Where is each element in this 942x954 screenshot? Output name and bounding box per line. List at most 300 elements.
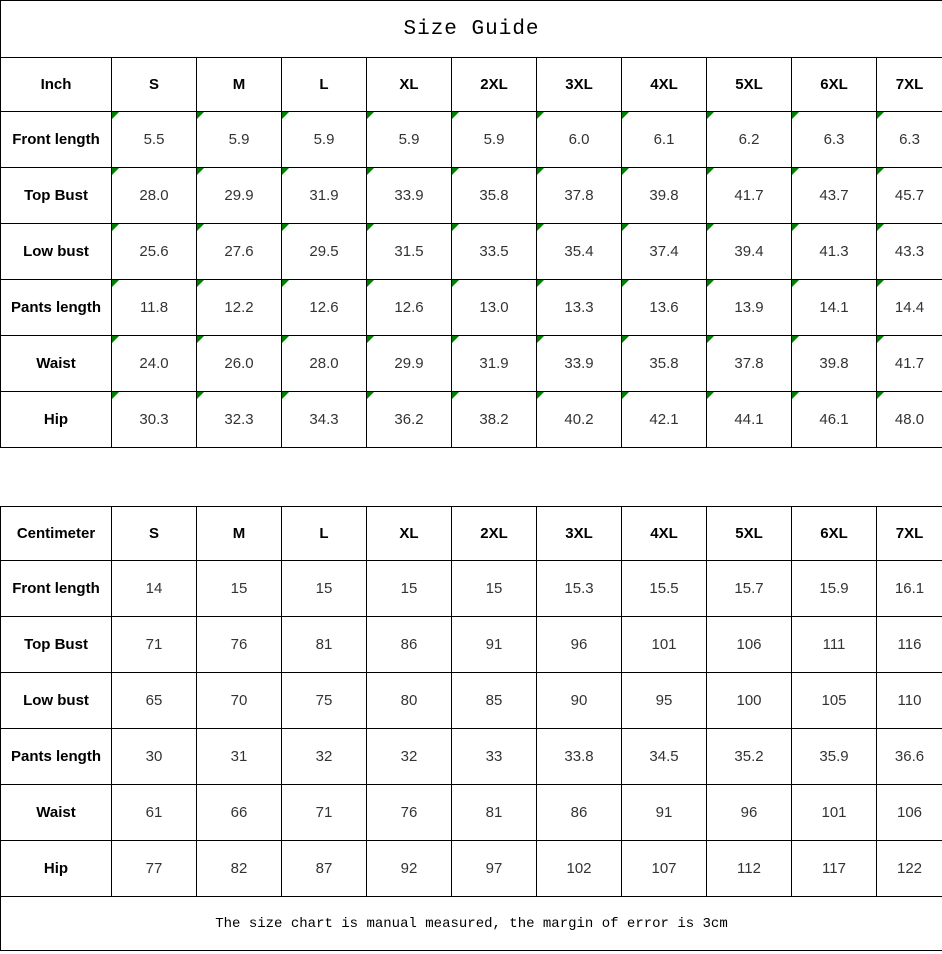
cell-value: 30 [145, 748, 163, 765]
cell-value: 16.1 [894, 580, 925, 597]
value-cell [537, 392, 622, 448]
cell-value: 25.6 [139, 243, 169, 260]
green-corner-marker-icon [622, 336, 629, 343]
value-cell [792, 336, 877, 392]
green-corner-marker-icon [707, 392, 714, 399]
row-label-cell: Waist [1, 785, 112, 841]
cell-value: 32.3 [224, 411, 254, 428]
unit-header-cell: Centimeter [1, 507, 112, 561]
cell-value: 44.1 [734, 411, 764, 428]
value-cell [792, 617, 877, 673]
green-corner-marker-icon [282, 336, 289, 343]
cell-value: 75 [315, 692, 333, 709]
green-corner-marker-icon [282, 112, 289, 119]
cell-value: 76 [400, 804, 418, 821]
value-cell [112, 673, 197, 729]
cell-value: 122 [896, 860, 923, 877]
size-header-cell: 7XL [877, 58, 942, 112]
footer-note: The size chart is manual measured, the margin of error is 3cm [1, 897, 942, 951]
cell-value: 91 [485, 636, 503, 653]
cell-value: 41.7 [734, 187, 764, 204]
cell-value: 41.3 [819, 243, 849, 260]
value-cell [537, 729, 622, 785]
value-cell [112, 336, 197, 392]
cell-value: 86 [570, 804, 588, 821]
value-cell [367, 168, 452, 224]
green-corner-marker-icon [792, 336, 799, 343]
cell-value: 26.0 [224, 355, 254, 372]
cell-value: 5.9 [483, 131, 505, 148]
value-cell [707, 280, 792, 336]
green-corner-marker-icon [197, 224, 204, 231]
green-corner-marker-icon [792, 280, 799, 287]
value-cell [282, 841, 367, 897]
cell-value: 35.2 [734, 748, 764, 765]
cell-value: 110 [897, 692, 922, 709]
value-cell [367, 112, 452, 168]
size-header-cell: 3XL [537, 58, 622, 112]
value-cell [537, 785, 622, 841]
value-cell [877, 785, 942, 841]
cell-value: 13.0 [479, 299, 509, 316]
value-cell [367, 224, 452, 280]
value-cell [622, 112, 707, 168]
value-cell [792, 224, 877, 280]
unit-header-cell: Inch [1, 58, 112, 112]
cell-value: 101 [821, 804, 847, 821]
value-cell [877, 392, 942, 448]
inch-header-row [1, 58, 942, 112]
value-cell [367, 729, 452, 785]
table-gap-spacer [0, 448, 942, 506]
value-cell [112, 785, 197, 841]
cell-value: 35.9 [819, 748, 849, 765]
cell-value: 31 [230, 748, 248, 765]
green-corner-marker-icon [282, 224, 289, 231]
value-cell [792, 841, 877, 897]
value-cell [112, 112, 197, 168]
cell-value: 15.5 [649, 580, 679, 597]
green-corner-marker-icon [877, 392, 884, 399]
value-cell [707, 168, 792, 224]
value-cell [537, 841, 622, 897]
row-label-cell: Pants length [1, 729, 112, 785]
cell-value: 6.0 [568, 131, 590, 148]
cell-value: 13.6 [649, 299, 679, 316]
green-corner-marker-icon [877, 336, 884, 343]
green-corner-marker-icon [707, 280, 714, 287]
green-corner-marker-icon [112, 392, 119, 399]
green-corner-marker-icon [622, 168, 629, 175]
row-label-cell: Front length [1, 561, 112, 617]
cell-value: 12.6 [309, 299, 339, 316]
cell-value: 31.9 [309, 187, 339, 204]
size-header-cell: L [282, 507, 367, 561]
cell-value: 6.3 [899, 131, 920, 148]
value-cell [792, 112, 877, 168]
value-cell [112, 617, 197, 673]
value-cell [367, 561, 452, 617]
cell-value: 43.3 [894, 243, 925, 260]
value-cell [452, 617, 537, 673]
value-cell [792, 729, 877, 785]
value-cell [282, 785, 367, 841]
centimeter-header-row [1, 507, 942, 561]
inch-size-table [0, 0, 942, 448]
value-cell [452, 224, 537, 280]
value-cell [877, 112, 942, 168]
value-cell [707, 561, 792, 617]
cell-value: 33.9 [394, 187, 424, 204]
size-header-cell: XL [367, 58, 452, 112]
value-cell [282, 673, 367, 729]
green-corner-marker-icon [792, 392, 799, 399]
cell-value: 13.9 [734, 299, 764, 316]
cell-value: 24.0 [139, 355, 169, 372]
cell-value: 15 [315, 580, 333, 597]
size-header-cell: 6XL [792, 507, 877, 561]
value-cell [452, 673, 537, 729]
green-corner-marker-icon [197, 112, 204, 119]
row-label-cell: Low bust [1, 224, 112, 280]
centimeter-table-body [1, 561, 942, 897]
value-cell [197, 224, 282, 280]
green-corner-marker-icon [197, 280, 204, 287]
row-label-cell: Top Bust [1, 617, 112, 673]
cell-value: 36.2 [394, 411, 424, 428]
cell-value: 33 [485, 748, 503, 765]
cell-value: 106 [736, 636, 762, 653]
green-corner-marker-icon [622, 280, 629, 287]
green-corner-marker-icon [452, 336, 459, 343]
value-cell [707, 785, 792, 841]
value-cell [622, 280, 707, 336]
size-header-cell: L [282, 58, 367, 112]
cell-value: 31.9 [479, 355, 509, 372]
green-corner-marker-icon [877, 112, 884, 119]
value-cell [622, 392, 707, 448]
cell-value: 32 [315, 748, 333, 765]
value-cell [197, 617, 282, 673]
value-cell [282, 336, 367, 392]
cell-value: 112 [737, 860, 761, 877]
cell-value: 35.4 [564, 243, 594, 260]
value-cell [792, 561, 877, 617]
cell-value: 29.5 [309, 243, 339, 260]
value-cell [537, 280, 622, 336]
table-row [1, 561, 942, 617]
table-row [1, 729, 942, 785]
size-header-cell: S [112, 58, 197, 112]
cell-value: 14 [145, 580, 163, 597]
cell-value: 35.8 [479, 187, 509, 204]
cell-value: 80 [400, 692, 418, 709]
value-cell [877, 561, 942, 617]
row-label-cell: Top Bust [1, 168, 112, 224]
size-header-cell: 2XL [452, 58, 537, 112]
cell-value: 39.8 [819, 355, 849, 372]
size-header-cell: 5XL [707, 58, 792, 112]
cell-value: 31.5 [394, 243, 424, 260]
green-corner-marker-icon [707, 336, 714, 343]
cell-value: 46.1 [819, 411, 849, 428]
green-corner-marker-icon [537, 392, 544, 399]
value-cell [452, 280, 537, 336]
size-header-cell: 4XL [622, 507, 707, 561]
cell-value: 34.3 [309, 411, 339, 428]
cell-value: 101 [651, 636, 677, 653]
value-cell [282, 617, 367, 673]
cell-value: 65 [145, 692, 163, 709]
green-corner-marker-icon [707, 224, 714, 231]
value-cell [622, 224, 707, 280]
green-corner-marker-icon [452, 224, 459, 231]
value-cell [877, 168, 942, 224]
cell-value: 77 [145, 860, 163, 877]
green-corner-marker-icon [877, 280, 884, 287]
page-title: Size Guide [1, 1, 942, 58]
table-row [1, 392, 942, 448]
value-cell [707, 673, 792, 729]
cell-value: 42.1 [649, 411, 679, 428]
green-corner-marker-icon [452, 392, 459, 399]
cell-value: 82 [230, 860, 248, 877]
cell-value: 15 [400, 580, 418, 597]
value-cell [792, 392, 877, 448]
cell-value: 6.1 [653, 131, 675, 148]
cell-value: 6.2 [738, 131, 760, 148]
size-header-cell: M [197, 58, 282, 112]
cell-value: 14.1 [819, 299, 849, 316]
cell-value: 33.8 [564, 748, 594, 765]
cell-value: 100 [736, 692, 762, 709]
value-cell [877, 336, 942, 392]
cell-value: 43.7 [819, 187, 849, 204]
value-cell [707, 729, 792, 785]
cell-value: 33.5 [479, 243, 509, 260]
green-corner-marker-icon [537, 280, 544, 287]
cell-value: 76 [230, 636, 248, 653]
green-corner-marker-icon [112, 280, 119, 287]
cell-value: 97 [485, 860, 503, 877]
table-row [1, 841, 942, 897]
value-cell [622, 336, 707, 392]
title-row [1, 1, 942, 58]
value-cell [197, 112, 282, 168]
value-cell [707, 392, 792, 448]
value-cell [452, 729, 537, 785]
green-corner-marker-icon [707, 112, 714, 119]
value-cell [622, 673, 707, 729]
cell-value: 71 [315, 804, 333, 821]
value-cell [877, 673, 942, 729]
value-cell [197, 841, 282, 897]
value-cell [452, 841, 537, 897]
green-corner-marker-icon [792, 224, 799, 231]
cell-value: 86 [400, 636, 418, 653]
value-cell [877, 617, 942, 673]
value-cell [282, 280, 367, 336]
size-header-cell: XL [367, 507, 452, 561]
value-cell [282, 561, 367, 617]
value-cell [282, 168, 367, 224]
value-cell [367, 336, 452, 392]
green-corner-marker-icon [197, 392, 204, 399]
size-header-cell: 4XL [622, 58, 707, 112]
green-corner-marker-icon [877, 168, 884, 175]
green-corner-marker-icon [112, 112, 119, 119]
value-cell [707, 617, 792, 673]
value-cell [877, 224, 942, 280]
value-cell [452, 392, 537, 448]
value-cell [537, 336, 622, 392]
green-corner-marker-icon [112, 168, 119, 175]
table-row [1, 617, 942, 673]
value-cell [112, 280, 197, 336]
value-cell [452, 561, 537, 617]
cell-value: 92 [400, 860, 418, 877]
cell-value: 11.8 [139, 299, 169, 316]
cell-value: 5.5 [143, 131, 165, 148]
green-corner-marker-icon [622, 392, 629, 399]
green-corner-marker-icon [622, 112, 629, 119]
green-corner-marker-icon [792, 112, 799, 119]
value-cell [197, 392, 282, 448]
row-label-cell: Pants length [1, 280, 112, 336]
green-corner-marker-icon [367, 392, 374, 399]
value-cell [877, 280, 942, 336]
green-corner-marker-icon [282, 280, 289, 287]
green-corner-marker-icon [792, 168, 799, 175]
value-cell [707, 224, 792, 280]
value-cell [197, 168, 282, 224]
value-cell [537, 168, 622, 224]
centimeter-size-table [0, 506, 942, 951]
cell-value: 61 [145, 804, 163, 821]
value-cell [197, 673, 282, 729]
table-row [1, 673, 942, 729]
size-header-cell: S [112, 507, 197, 561]
green-corner-marker-icon [367, 280, 374, 287]
size-header-cell: 5XL [707, 507, 792, 561]
value-cell [452, 112, 537, 168]
table-row [1, 785, 942, 841]
size-header-cell: 2XL [452, 507, 537, 561]
value-cell [622, 168, 707, 224]
cell-value: 27.6 [224, 243, 254, 260]
green-corner-marker-icon [452, 168, 459, 175]
cell-value: 34.5 [649, 748, 679, 765]
cell-value: 29.9 [394, 355, 424, 372]
value-cell [707, 841, 792, 897]
value-cell [112, 729, 197, 785]
green-corner-marker-icon [367, 168, 374, 175]
value-cell [877, 841, 942, 897]
cell-value: 105 [821, 692, 847, 709]
cell-value: 87 [315, 860, 333, 877]
value-cell [197, 729, 282, 785]
value-cell [282, 392, 367, 448]
cell-value: 15.3 [564, 580, 594, 597]
cell-value: 96 [570, 636, 588, 653]
size-header-cell: 7XL [877, 507, 942, 561]
value-cell [707, 336, 792, 392]
cell-value: 90 [570, 692, 588, 709]
cell-value: 38.2 [479, 411, 509, 428]
value-cell [282, 729, 367, 785]
cell-value: 37.4 [649, 243, 679, 260]
cell-value: 5.9 [313, 131, 335, 148]
green-corner-marker-icon [452, 112, 459, 119]
value-cell [537, 112, 622, 168]
green-corner-marker-icon [877, 224, 884, 231]
cell-value: 66 [230, 804, 248, 821]
cell-value: 37.8 [564, 187, 594, 204]
green-corner-marker-icon [112, 224, 119, 231]
cell-value: 12.6 [394, 299, 424, 316]
cell-value: 33.9 [564, 355, 594, 372]
cell-value: 28.0 [139, 187, 169, 204]
value-cell [367, 617, 452, 673]
value-cell [112, 224, 197, 280]
row-label-cell: Hip [1, 392, 112, 448]
cell-value: 107 [651, 860, 677, 877]
value-cell [622, 561, 707, 617]
cell-value: 15.9 [819, 580, 849, 597]
cell-value: 35.8 [649, 355, 679, 372]
row-label-cell: Waist [1, 336, 112, 392]
cell-value: 48.0 [894, 411, 925, 428]
value-cell [792, 168, 877, 224]
value-cell [622, 729, 707, 785]
cell-value: 6.3 [823, 131, 845, 148]
table-row [1, 336, 942, 392]
value-cell [112, 841, 197, 897]
value-cell [282, 224, 367, 280]
cell-value: 13.3 [564, 299, 594, 316]
inch-table-body [1, 112, 942, 448]
value-cell [707, 112, 792, 168]
row-label-cell: Hip [1, 841, 112, 897]
value-cell [537, 224, 622, 280]
size-header-cell: M [197, 507, 282, 561]
value-cell [452, 168, 537, 224]
value-cell [452, 785, 537, 841]
green-corner-marker-icon [367, 336, 374, 343]
value-cell [367, 841, 452, 897]
cell-value: 81 [315, 636, 333, 653]
green-corner-marker-icon [197, 168, 204, 175]
value-cell [622, 841, 707, 897]
value-cell [367, 392, 452, 448]
value-cell [367, 280, 452, 336]
table-row [1, 280, 942, 336]
cell-value: 81 [485, 804, 503, 821]
cell-value: 85 [485, 692, 503, 709]
table-row [1, 112, 942, 168]
cell-value: 15 [485, 580, 503, 597]
value-cell [367, 785, 452, 841]
value-cell [367, 673, 452, 729]
cell-value: 39.4 [734, 243, 764, 260]
value-cell [622, 785, 707, 841]
green-corner-marker-icon [537, 168, 544, 175]
value-cell [792, 280, 877, 336]
row-label-cell: Low bust [1, 673, 112, 729]
value-cell [537, 561, 622, 617]
cell-value: 37.8 [734, 355, 764, 372]
cell-value: 70 [230, 692, 248, 709]
